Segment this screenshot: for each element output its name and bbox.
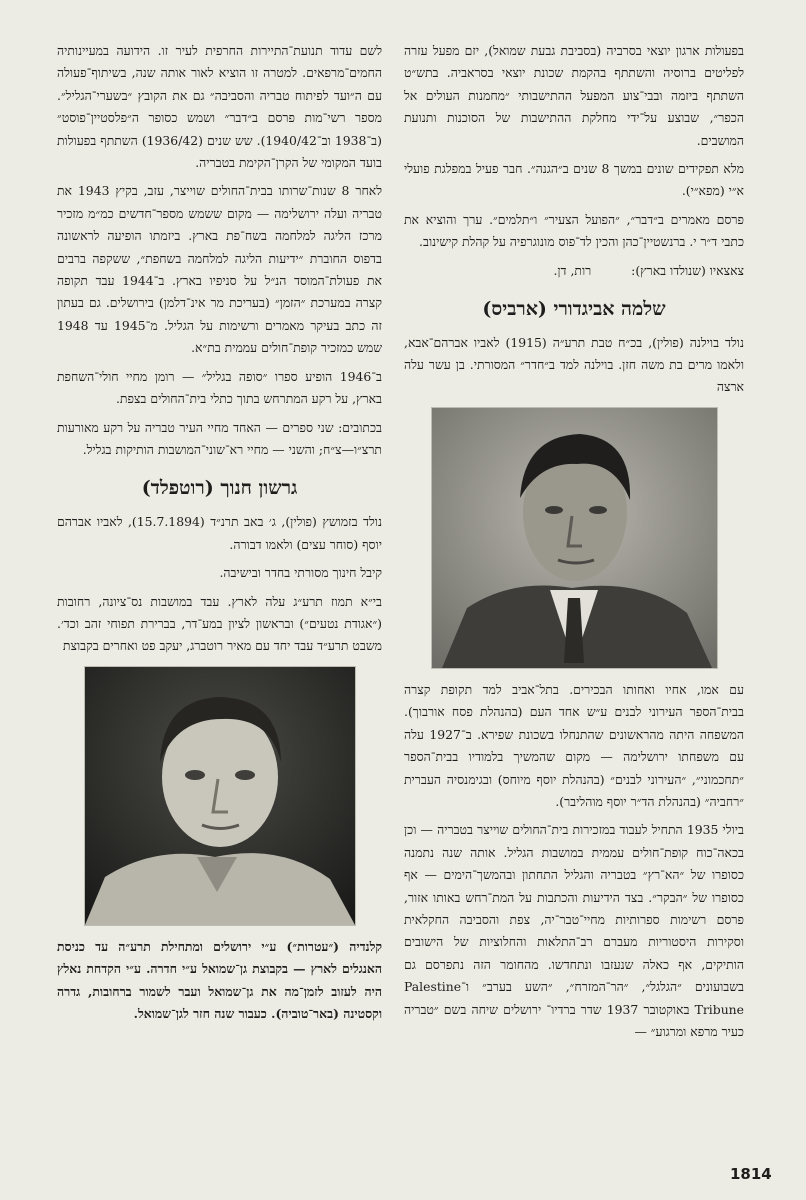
paragraph: לאחר 8 שנות־שרותו בבית־החולים שוייצר, עזב, בקיץ 1943 את טבריה ועלה ירושלימה — מקום ששמש מספר־חדשים כמ״מ מזכיר מרכז הליגה למלחמה בשח־פת בארץ. ביזמתו הופיעה לראשונה בדפוס החוברת ״ידיעות הליגה למלחמה בשחפת״, ששקפה ברבים את פעולת־המוסד הנ״ל על סניפיו בארץ. ב־1944 עבד תקופה קצרה במערכת ״הזמן״ (בעריכת מר אינ־דלמן) בירושלים. גם בעתון זה כתב בעיקר מאמרים ורשימות על הגליל. מ־1945 עד 1948 שמש כמזכיר קופת־חולים עממית בת״א. <box>57 183 383 356</box>
descendants-label: צאצאיו (שנולדו בארץ): <box>631 262 744 278</box>
paragraph: קלנדיה (״עטרות״) ע״י ירושלים ומתחילת תרע״ה עד כניסת האנגלים לארץ — בקבוצת גן־שמואל ע״י חדרה. ע״י הקדחת נאלץ היה לעזוב לזמן־מה את גן־שמואל ועבר לשמור ברחובות, גדרה וקסטינה (באר־טוביה). כעבור שנה חזר לגן־שמואל. <box>57 938 382 1021</box>
portrait-image <box>432 408 717 668</box>
paragraph: פרסם מאמרים ב״דבר״, ״הפועל הצעיר״ ו״תלמים״. ערך והוציא את כתבי ד״ר י. ברנשטיין־כהן והכין לד־פוס מונוגרפיה על קהלת קישינוב. <box>404 211 744 250</box>
right-column <box>404 40 744 1049</box>
portrait-photo <box>431 407 718 669</box>
paragraph: בכתובים: שני ספרים — האחד מחיי העיר טבריה על רקע מאורעות תרצ״ו—צ״ח; והשני — מחיי רא־שוני־המושבות הותיקות בגליל. <box>57 419 382 457</box>
page-number: 1814 <box>730 1165 772 1183</box>
paragraph: עם אמו, אחיו ואחותו הבכירים. בתל־אביב למד תקופת קצרה בבית־הספר העירוני לבנים ע״ש אחד העם (בהנהלת פסח אורבוך). המשפחה היתה מהראשונים שהתנחלו בשכונת שפירא. ב־1927 עלה עם משפחתו ירושלימה — מקום שהמשיך בלמודיו בבית־הספר ״תחכמוני״, ״העירוני לבנים״ (בהנהלת יוסף מיוחס) ובגימנסיה העברית ״רחביה״ (בהנהלת הד״ר יוסף מוהליבר). <box>404 681 744 809</box>
paragraph: ב־1946 הופיע ספרו ״סופה בגליל״ — רומן מחיי חולי־השחפת בארץ, על רקע המתרחש בתוך כתלי בית־החולים בצפת. <box>57 368 382 407</box>
descendants-names: רות, דן. <box>553 262 592 278</box>
paragraph: נולד בוילנה (פולין), בכ״ח טבת תרע״ה (1915) לאביו אברהם־אבא, ולאמו מרים בת משה חזן. בוילנה למד ב״חדר״ המסורתי. בן עשר עלה ארצה <box>404 334 744 395</box>
paragraph: נולד בזמושץ (פולין), ג׳ באב תרנ״ד (15.7.1894), לאביו אברהם יוסף (סוחר עצים) ולאמו דבורה. <box>57 514 383 552</box>
paragraph: קיבל חינוך מסורתי בחדר ובישיבה. <box>219 565 382 581</box>
paragraph: בי״א תמוז תרע״ג עלה לארץ. עבד במושבות נס־ציונה, רחובות (״אגודת נטעים״) ובראשון לציון במע־דר, בברירת תפוחי זהב וכד׳. משבט תרע״ד עבד יחד עם מאיר רוטברג, יעקב פט ואחרים בקבוצת <box>57 593 382 654</box>
paragraph: לשם עדוד תנועת־התיירות החרפית לעיר זו. הידועה במעיינותיה החמים־מרפאים. למטרה זו הוציא לאור אותה שנה, בשיתוף־פעולה עם ה״ועד לפיתוח טבריה והסביבה״ גם את הקובץ ״בשערי־הגליל״. מספר רשי־מות פרסם ב״דבר״ ושמש כסופר ה״פלסטיין־פוסט״ (ב־1938 וב־1940/42). שש שנים (1936/42) השתתף בפעולות בועד המקומי של הקרן־הקימת בטבריה. <box>57 43 382 171</box>
paragraph: ביולי 1935 התחיל לעבוד במזכירות בית־החולים שוייצר בטבריה — וכן בכאה־כוח קופת־חולים עממית במושבות הגליל. אותה שנה נתמנה כסופרו של ״הא־רץ״ בטבריה והגליל התחתון ובהמשך־הימים — אף כסופרו של ״הבקר״. בצד הידיעות והכתבות על המת־רחש באותו אזור, פרסם רשימות ספרותיות מחיי־טבר־יה, צפת והסביבה החקלאית וסקירות היסטוריות מעברם רב־התלאות והחלוציות של הישובים הותיקים, אף כאלה שנעזבו ונתחדשו. מהחומר הזה נתפרסם גם בשבועונים ״הגלגל״, ״הר־המזרח״, ״השע בערב״ ו־Palestine Tribune באוקטובר 1937 שדר ברדיו־ ירושלים שיחה בשם ״טבריה כעיר מרפא ומרגוע״ — <box>404 822 744 1039</box>
person-heading: שלמה אביגדורי (ארביס) <box>482 297 666 320</box>
paragraph: בפעולות ארגון יוצאי בסרביה (בסביבת גבעת שמואל), יזם מפעל עזרה לפליטים ברוסיה והשתתף בהקמת שכונת יוצאי בסראביה. בתש״ט השתתף ביזמה ובבי־צוע המפעל ההתישבותי ״מחמנות העולים אל הכפר״, שבוצע על־ידי מחלקת ההתישבות של הסוכנות ותנועת המושבים. <box>404 43 744 148</box>
person-heading: גרשון חנוך (רוטפלד) <box>141 477 298 500</box>
portrait-image <box>85 667 355 925</box>
paragraph: מלא תפקידים שונים במשך 8 שנים ב״הגנה״. חבר פעיל במפלגת פועלי א״י (מפא״י). <box>404 161 745 199</box>
portrait-photo <box>84 666 356 926</box>
descendants-line <box>404 260 744 282</box>
left-column <box>57 40 382 1031</box>
